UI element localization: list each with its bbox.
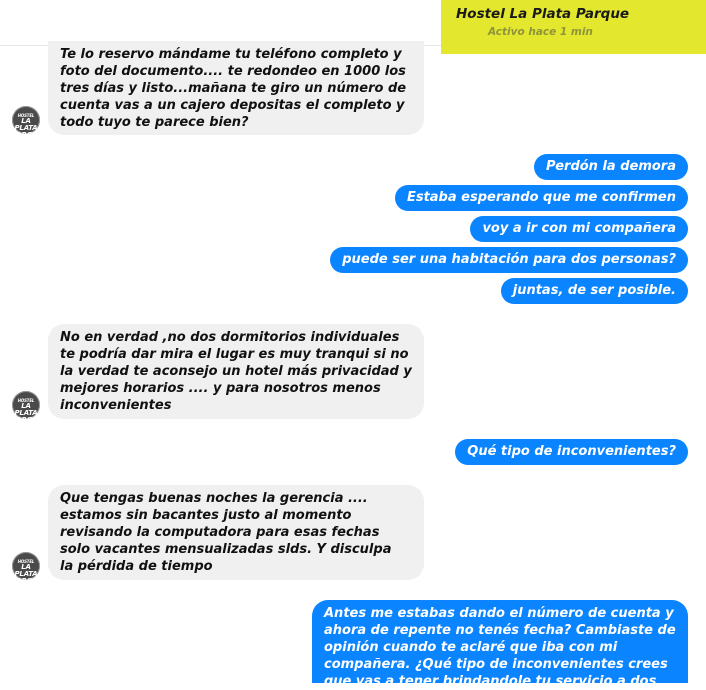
- outgoing-message[interactable]: juntas, de ser posible.: [501, 278, 688, 304]
- incoming-message[interactable]: No en verdad ,no dos dormitorios individuales te podría dar mira el lugar es muy tranqui si no la verdad te aconsejo un hotel más privacidad y mejores horarios .... y para nosotros menos inconvenientes: [48, 324, 424, 419]
- outgoing-message[interactable]: Antes me estabas dando el número de cuenta y ahora de repente no tenés fecha? Cambiaste de opinión cuando te aclaré que iba con mi compañera. ¿Qué tipo de inconvenientes crees que vas a tener brindandole tu servicio a dos: [312, 600, 688, 683]
- contact-status: Activo hace 1 min: [488, 26, 593, 38]
- hostel-logo-icon: HOSTEL LA PLATA PARQUE: [12, 398, 43, 424]
- conversation-header[interactable]: [441, 0, 706, 54]
- contact-avatar[interactable]: [12, 391, 43, 424]
- hostel-logo-icon: HOSTEL LA PLATA PARQUE: [12, 113, 43, 139]
- contact-avatar[interactable]: [12, 552, 43, 585]
- incoming-message[interactable]: Te lo reservo mándame tu teléfono completo y foto del documento.... te redondeo en 1000 los tres días y listo...mañana te giro un número de cuenta vas a un cajero depositas el completo y todo tuyo te parece bien?: [48, 41, 424, 135]
- outgoing-message[interactable]: puede ser una habitación para dos personas?: [330, 247, 688, 273]
- hostel-logo-icon: HOSTEL LA PLATA PARQUE: [12, 559, 43, 585]
- outgoing-message[interactable]: Perdón la demora: [534, 154, 688, 180]
- contact-name[interactable]: Hostel La Plata Parque: [456, 6, 630, 22]
- outgoing-message[interactable]: voy a ir con mi compañera: [470, 216, 688, 242]
- incoming-message[interactable]: Que tengas buenas noches la gerencia .... estamos sin bacantes justo al momento revisando la computadora para esas fechas solo vacantes mensualizadas slds. Y disculpa la pérdida de tiempo: [48, 485, 424, 580]
- outgoing-message[interactable]: Estaba esperando que me confirmen: [395, 185, 688, 211]
- contact-avatar[interactable]: [12, 106, 43, 139]
- outgoing-message[interactable]: Qué tipo de inconvenientes?: [455, 439, 688, 465]
